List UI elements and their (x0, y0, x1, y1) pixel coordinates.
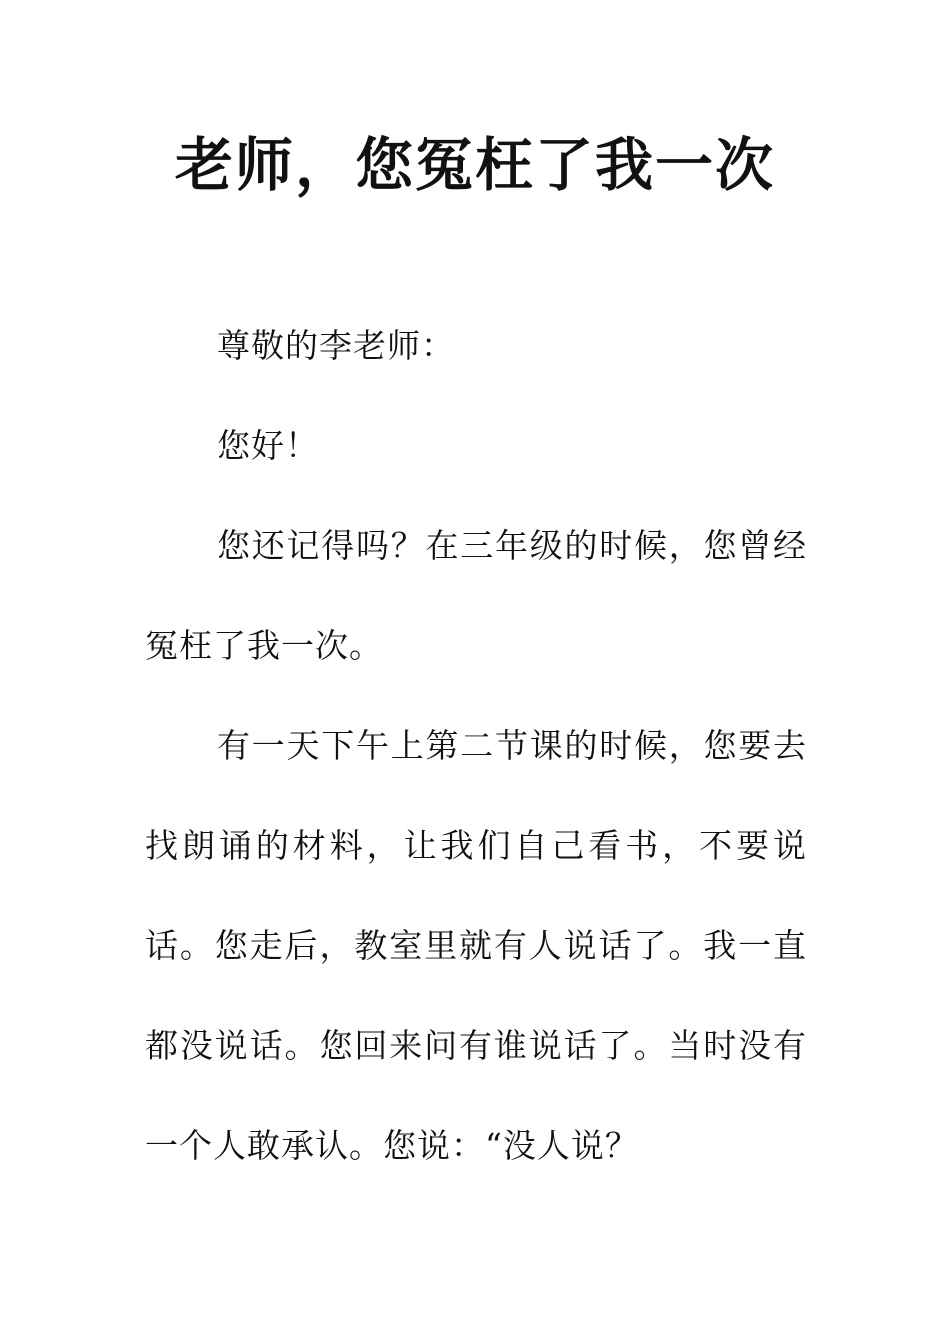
body-paragraph: 您还记得吗？在三年级的时候，您曾经冤枉了我一次。 (145, 526, 807, 665)
body-paragraph: 有一天下午上第二节课的时候，您要去找朗诵的材料，让我们自己看书，不要说话。您走后，教室里就有人说话了。我一直都没说话。您回来问有谁说话了。当时没有一个人敢承认。您说：“没人说？ (145, 726, 807, 1165)
document-title: 老师，您冤枉了我一次 (174, 131, 775, 199)
greeting: 您好！ (217, 426, 319, 465)
salutation: 尊敬的李老师： (217, 326, 455, 365)
document-body (145, 296, 807, 1196)
